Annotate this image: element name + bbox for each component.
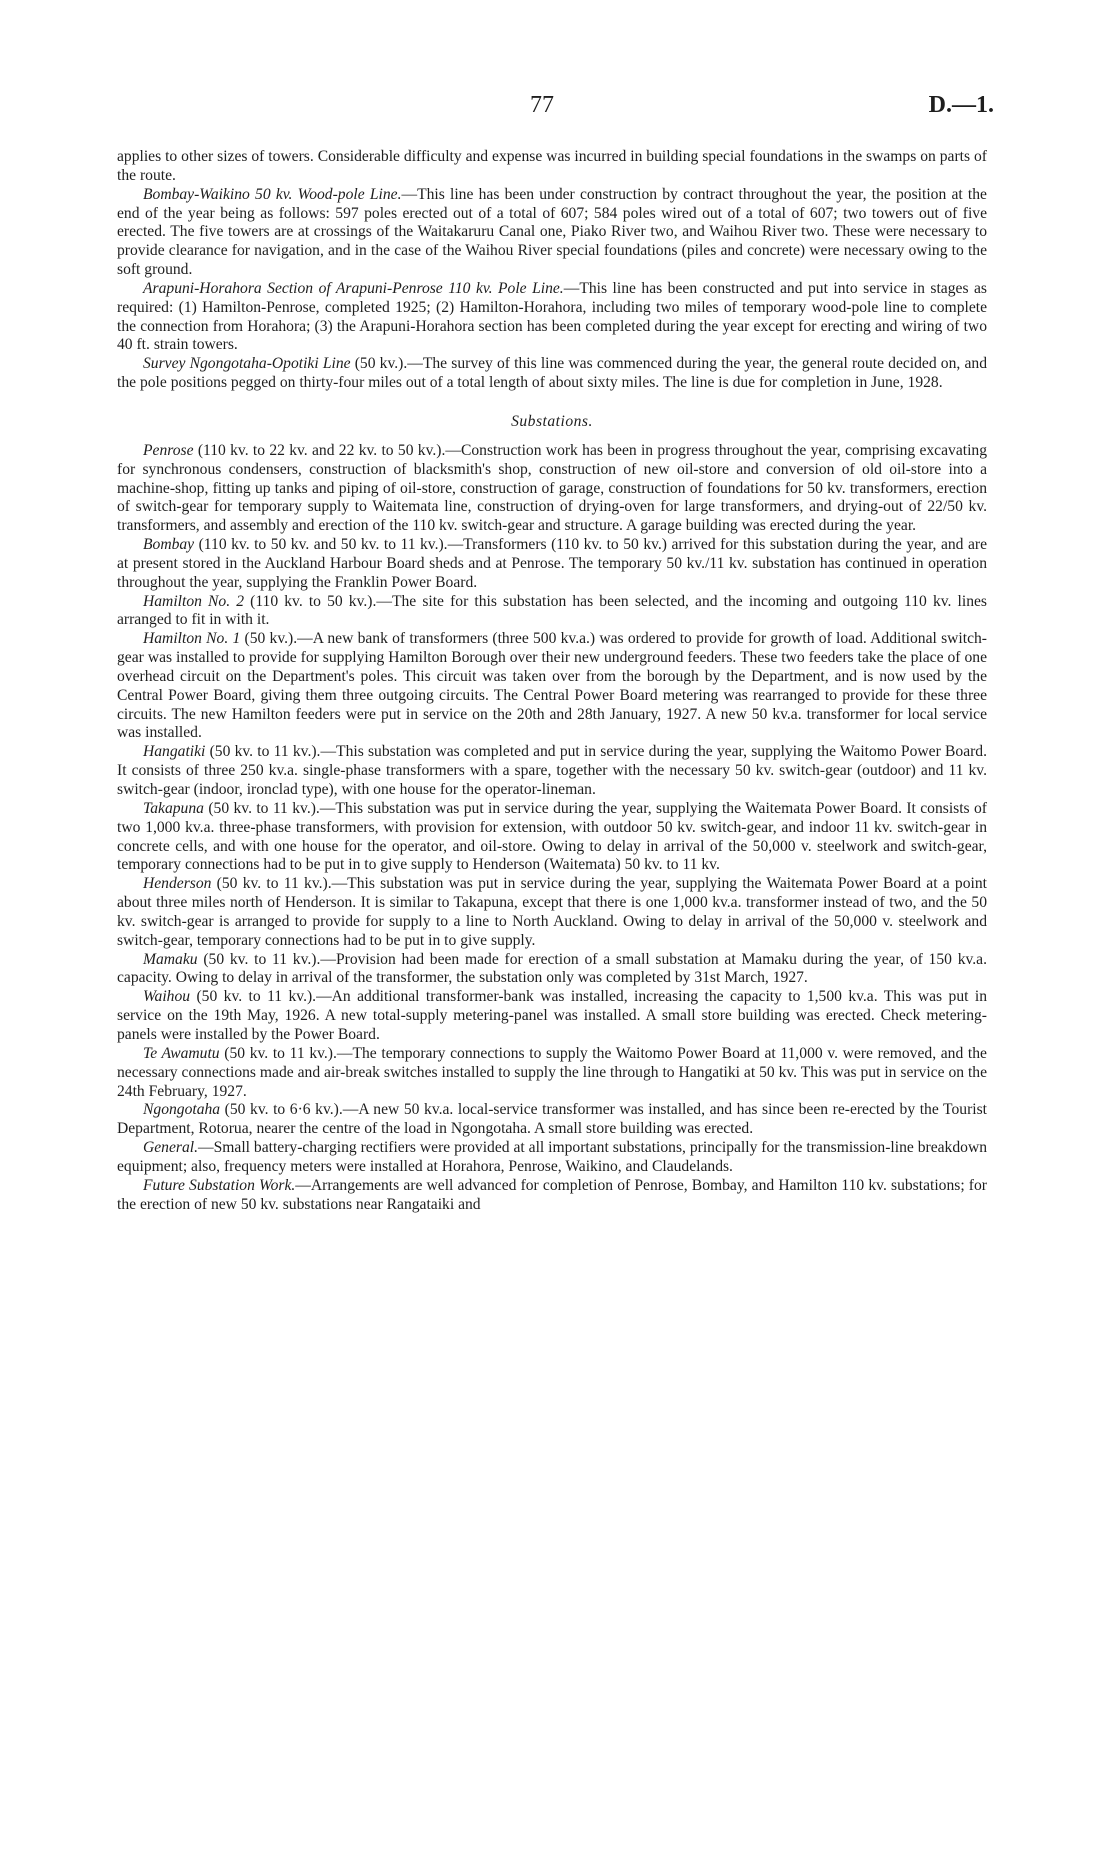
substation-paragraph [117,593,987,631]
substation-paragraph [117,875,987,950]
substation-paragraph [117,1139,987,1177]
paragraph-lead: Bombay-Waikino 50 kv. Wood-pole Line. [143,185,402,203]
substation-text: (110 kv. to 22 kv. and 22 kv. to 50 kv.).—Construction work has been in progress throughout the year, comprising excavating for synchronous condensers, construction of blacksmith's shop, construction of new oil-store and conversion of old oil-store into a machine-shop, fitting up tanks and piping of oil-store, construction of garage, construction of foundations for 50 kv. transformers, erection of switch-gear for temporary supply to Waitemata line, construction of drying-oven for large transformers, and drying-out of 22/50 kv. transformers, and assembly and erection of the 110 kv. switch-gear and structure. A garage building was erected during the year. [117,441,987,535]
substation-paragraph [117,743,987,800]
substation-name: Hamilton No. 2 [143,592,245,610]
substation-text: (50 kv. to 11 kv.).—This substation was completed and put in service during the year, supplying the Waitomo Power Board. It consists of three 250 kv.a. single-phase transformers with a spare, together with the necessary 50 kv. switch-gear (outdoor) and 11 kv. switch-gear (indoor, ironclad type), with one house for the operator-lineman. [117,743,987,798]
substation-text: (50 kv. to 6·6 kv.).—A new 50 kv.a. local-service transformer was installed, and has since been re-erected by the Tourist Department, Rotorua, nearer the centre of the load in Ngongotaha. A small store building was erected. [117,1101,987,1138]
paragraph-text: —This line has been constructed and put into service in stages as required: (1) Hamilton-Penrose, completed 1925; (2) Hamilton-Horahora, including two miles of temporary wood-pole line to complete the connection from Horahora; (3) the Arapuni-Horahora section has been completed during the year except for erecting and wiring of two 40 ft. strain towers. [117,279,987,354]
paragraph-text: applies to other sizes of towers. Considerable difficulty and expense was incurred in building special foundations in the swamps on parts of the route. [117,148,987,184]
substation-paragraph [117,1177,987,1215]
substation-paragraph [117,1045,987,1102]
substation-text: (50 kv. to 11 kv.).—Provision had been made for erection of a small substation at Mamaku during the year, of 150 kv.a. capacity. Owing to delay in arrival of the transformer, the substation only was completed by 31st March, 1927. [117,950,987,987]
substation-name: Te Awamutu [143,1044,220,1062]
substation-name: Future Substation Work. [143,1176,296,1194]
substation-text: (110 kv. to 50 kv.).—The site for this substation has been selected, and the incoming and outgoing 110 kv. lines arranged to fit in with it. [117,592,987,629]
page-header [0,92,1114,126]
substation-paragraph [117,630,987,743]
substation-text: (50 kv.).—A new bank of transformers (three 500 kv.a.) was ordered to provide for growth of load. Additional switch-gear was installed to provide for supplying Hamilton Borough over their new underground feeders. These two feeders take the place of one overhead circuit on the Department's poles. This circuit was taken over from the borough by the Department, and is now used by the Central Power Board, giving them three outgoing circuits. The Central Power Board metering was rearranged to provide for these three circuits. The new Hamilton feeders were put in service on the 20th and 28th January, 1927. A new 50 kv.a. transformer for local service was installed. [117,630,987,742]
substation-name: Waihou [143,988,191,1006]
paragraph-lead: Survey Ngongotaha-Opotiki Line [143,355,351,373]
substation-paragraph [117,800,987,875]
substation-text: (110 kv. to 50 kv. and 50 kv. to 11 kv.).—Transformers (110 kv. to 50 kv.) arrived for this substation during the year, and are at present stored in the Auckland Harbour Board sheds and at Penrose. The temporary 50 kv./11 kv. substation has continued in operation throughout the year, supplying the Franklin Power Board. [117,536,987,591]
substation-paragraph [117,442,987,536]
substation-name: Hangatiki [143,743,206,761]
substation-name: Mamaku [143,950,198,968]
document-reference: D.—1. [928,92,994,118]
substation-name: Penrose [143,441,194,459]
substation-text: (50 kv. to 11 kv.).—This substation was put in service during the year, supplying the Waitemata Power Board at a point about three miles north of Henderson. It is similar to Takapuna, except that there is one 1,000 kv.a. transformer instead of two, and the 50 kv. switch-gear is arranged to provide for supply to a line to North Auckland. Owing to delay in arrival of the 50,000 v. steelwork and switch-gear, temporary connections had to be put in to give supply. [117,875,987,949]
page-number: 77 [530,92,554,118]
substation-name: Hamilton No. 1 [143,630,241,648]
substation-text: (50 kv. to 11 kv.).—An additional transformer-bank was installed, increasing the capacity to 1,500 kv.a. This was put in service on the 19th May, 1926. A new total-supply metering-panel was installed. A small store building was erected. Check metering-panels were installed by the Power Board. [117,988,987,1043]
substation-text: (50 kv. to 11 kv.).—The temporary connections to supply the Waitomo Power Board at 11,000 v. were removed, and the necessary connections made and air-break switches installed to supply the line through to Hangatiki at 50 kv. This was put in service on the 24th February, 1927. [117,1044,987,1100]
substation-name: Henderson [143,875,212,893]
substation-name: Ngongotaha [143,1101,221,1119]
substation-name: General. [143,1139,198,1157]
substation-paragraph [117,536,987,593]
substation-paragraph [117,1101,987,1139]
substation-paragraph [117,951,987,989]
substation-text: —Small battery-charging rectifiers were provided at all important substations, principally for the transmission-line breakdown equipment; also, frequency meters were installed at Horahora, Penrose, Waikino, and Claudelands. [117,1139,987,1175]
paragraph [117,280,987,355]
substation-name: Takapuna [143,799,204,817]
section-heading: Substations. [511,412,593,430]
paragraph [117,148,987,186]
paragraph [117,355,987,393]
substation-name: Bombay [143,536,195,554]
substation-paragraph [117,988,987,1045]
paragraph-text: (50 kv.).—The survey of this line was commenced during the year, the general route decided on, and the pole positions pegged on thirty-four miles out of a total length of about sixty miles. The line is due for completion in June, 1928. [117,355,987,392]
substation-text: —Arrangements are well advanced for completion of Penrose, Bombay, and Hamilton 110 kv. substations; for the erection of new 50 kv. substations near Rangataiki and [117,1176,987,1213]
paragraph-lead: Arapuni-Horahora Section of Arapuni-Penrose 110 kv. Pole Line. [143,279,564,297]
substation-text: (50 kv. to 11 kv.).—This substation was put in service during the year, supplying the Waitemata Power Board. It consists of two 1,000 kv.a. three-phase transformers, with provision for extension, with outdoor 50 kv. switch-gear, and indoor 11 kv. switch-gear in concrete cells, and with one house for the operator, and oil-store. Owing to delay in arrival of the 50,000 v. steelwork and switch-gear, temporary connections had to be put in to give supply to Henderson (Waitemata) 50 kv. to 11 kv. [117,799,987,874]
body-text [117,148,987,1214]
paragraph-text: —This line has been under construction by contract throughout the year, the position at the end of the year being as follows: 597 poles erected out of a total of 607; 584 poles wired out of a total of 607; two towers out of five erected. The five towers are at crossings of the Waitakaruru Canal one, Piako River two, and Waihou River two. These were necessary to provide clearance for navigation, and in the case of the Waihou River special foundations (piles and concrete) were necessary owing to the soft ground. [117,185,987,279]
paragraph [117,186,987,280]
